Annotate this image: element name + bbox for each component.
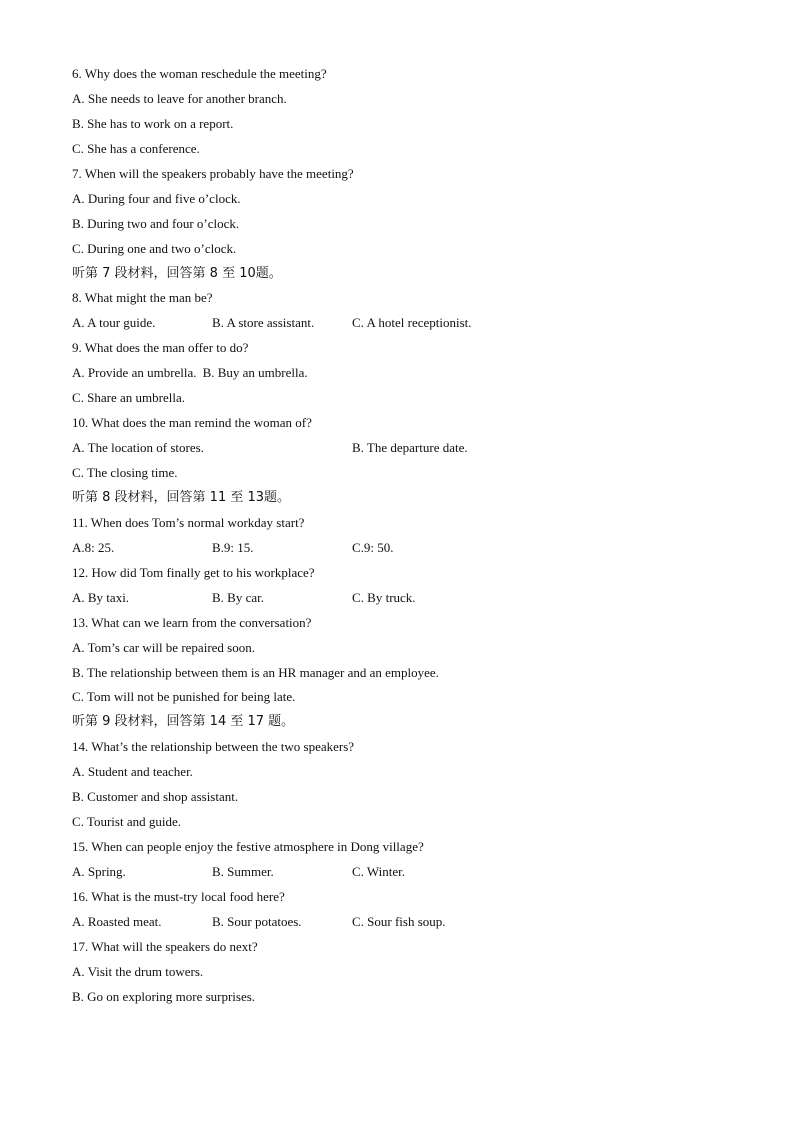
option-6b: B. She has to work on a report. [72,115,234,131]
question-16: 16. What is the must-try local food here? [72,888,285,904]
option-9b: B. Buy an umbrella. [202,365,308,381]
option-8a: A. A tour guide. [72,315,156,331]
option-11b: B.9: 15. [212,539,254,555]
option-16b: B. Sour potatoes. [212,913,302,929]
question-14: 14. What’s the relationship between the two speakers? [72,739,355,755]
option-14a: A. Student and teacher. [72,764,193,780]
options-row-10 [72,436,752,461]
question-13: 13. What can we learn from the conversation? [72,614,312,630]
options-row-9 [72,361,752,386]
option-17a: A. Visit the drum towers. [72,963,204,979]
option-15c: C. Winter. [352,864,406,879]
option-11a: A.8: 25. [72,539,115,555]
options-row-16 [72,910,752,935]
option-15a: A. Spring. [72,864,126,879]
question-9: 9. What does the man offer to do? [72,340,249,356]
exam-page [72,62,752,1010]
question-7: 7. When will the speakers probably have the meeting? [72,165,354,181]
option-13a: A. Tom’s car will be repaired soon. [72,639,255,655]
question-17: 17. What will the speakers do next? [72,938,258,954]
option-10b: B. The departure date. [352,440,468,456]
question-11: 11. When does Tom’s normal workday start? [72,514,305,530]
option-16c: C. Sour fish soup. [352,913,446,929]
option-17b: B. Go on exploring more surprises. [72,988,256,1004]
option-12b: B. By car. [212,589,264,605]
option-8b: B. A store assistant. [212,315,315,331]
option-13b: B. The relationship between them is an HR manager and an employee. [72,664,439,680]
option-13c: C. Tom will not be punished for being late. [72,689,296,705]
question-10: 10. What does the man remind the woman of? [72,415,312,431]
option-10a: A. The location of stores. [72,440,204,456]
option-10c: C. The closing time. [72,465,178,480]
options-row-11 [72,536,752,561]
section-heading-7: 听第 7 段材料，回答第 8 至 10题。 [72,265,282,281]
option-9a: A. Provide an umbrella. [72,365,197,381]
question-6: 6. Why does the woman reschedule the meeting? [72,66,327,81]
option-12c: C. By truck. [352,589,416,605]
option-7a: A. During four and five o’clock. [72,190,241,206]
option-7c: C. During one and two o’clock. [72,240,237,256]
option-6c: C. She has a conference. [72,140,200,156]
options-row-8 [72,311,752,336]
section-heading-8: 听第 8 段材料，回答第 11 至 13题。 [72,489,291,505]
options-row-12 [72,586,752,611]
option-7b: B. During two and four o’clock. [72,215,240,231]
option-14b: B. Customer and shop assistant. [72,789,239,805]
options-row-15 [72,860,752,885]
section-heading-9: 听第 9 段材料，回答第 14 至 17 题。 [72,714,295,730]
question-12: 12. How did Tom finally get to his workplace? [72,564,315,580]
option-8c: C. A hotel receptionist. [352,315,472,331]
option-11c: C.9: 50. [352,539,394,555]
option-15b: B. Summer. [212,864,274,879]
option-14c: C. Tourist and guide. [72,814,181,830]
question-8: 8. What might the man be? [72,290,213,306]
option-9c: C. Share an umbrella. [72,390,185,406]
question-15: 15. When can people enjoy the festive atmosphere in Dong village? [72,839,424,855]
option-6a: A. She needs to leave for another branch. [72,90,287,106]
option-12a: A. By taxi. [72,589,130,605]
option-16a: A. Roasted meat. [72,913,162,929]
